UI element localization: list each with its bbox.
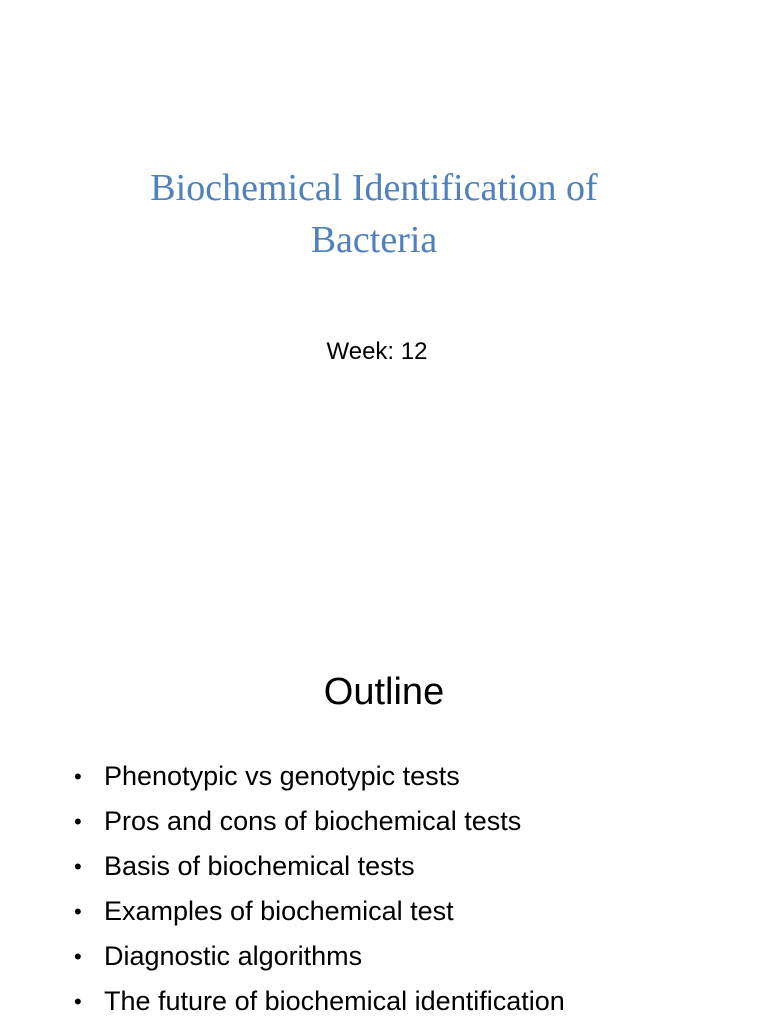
bullet-icon: • <box>74 944 82 969</box>
outline-item <box>72 754 752 799</box>
outline-item <box>72 799 752 844</box>
outline-item-text: Basis of biochemical tests <box>104 851 415 881</box>
bullet-icon: • <box>74 854 82 879</box>
bullet-icon: • <box>74 764 82 789</box>
outline-item <box>72 844 752 889</box>
outline-item <box>72 934 752 979</box>
outline-item <box>72 889 752 934</box>
outline-item-text: Pros and cons of biochemical tests <box>104 806 522 836</box>
bullet-icon: • <box>74 989 82 1014</box>
slide-subtitle: Week: 12 <box>326 338 428 365</box>
slide-title <box>60 162 688 266</box>
slide-title-line-1: Biochemical Identification of <box>150 167 598 209</box>
outline-item-text: The future of biochemical identification <box>104 986 565 1016</box>
outline-list <box>72 754 752 1024</box>
outline-slide <box>0 576 768 1024</box>
outline-item-text: Examples of biochemical test <box>104 896 454 926</box>
outline-title: Outline <box>323 671 445 713</box>
bullet-icon: • <box>74 899 82 924</box>
outline-item-text: Phenotypic vs genotypic tests <box>104 761 460 791</box>
outline-item <box>72 979 752 1024</box>
outline-item-text: Diagnostic algorithms <box>104 941 363 971</box>
slide-title-line-2: Bacteria <box>310 219 438 261</box>
bullet-icon: • <box>74 809 82 834</box>
